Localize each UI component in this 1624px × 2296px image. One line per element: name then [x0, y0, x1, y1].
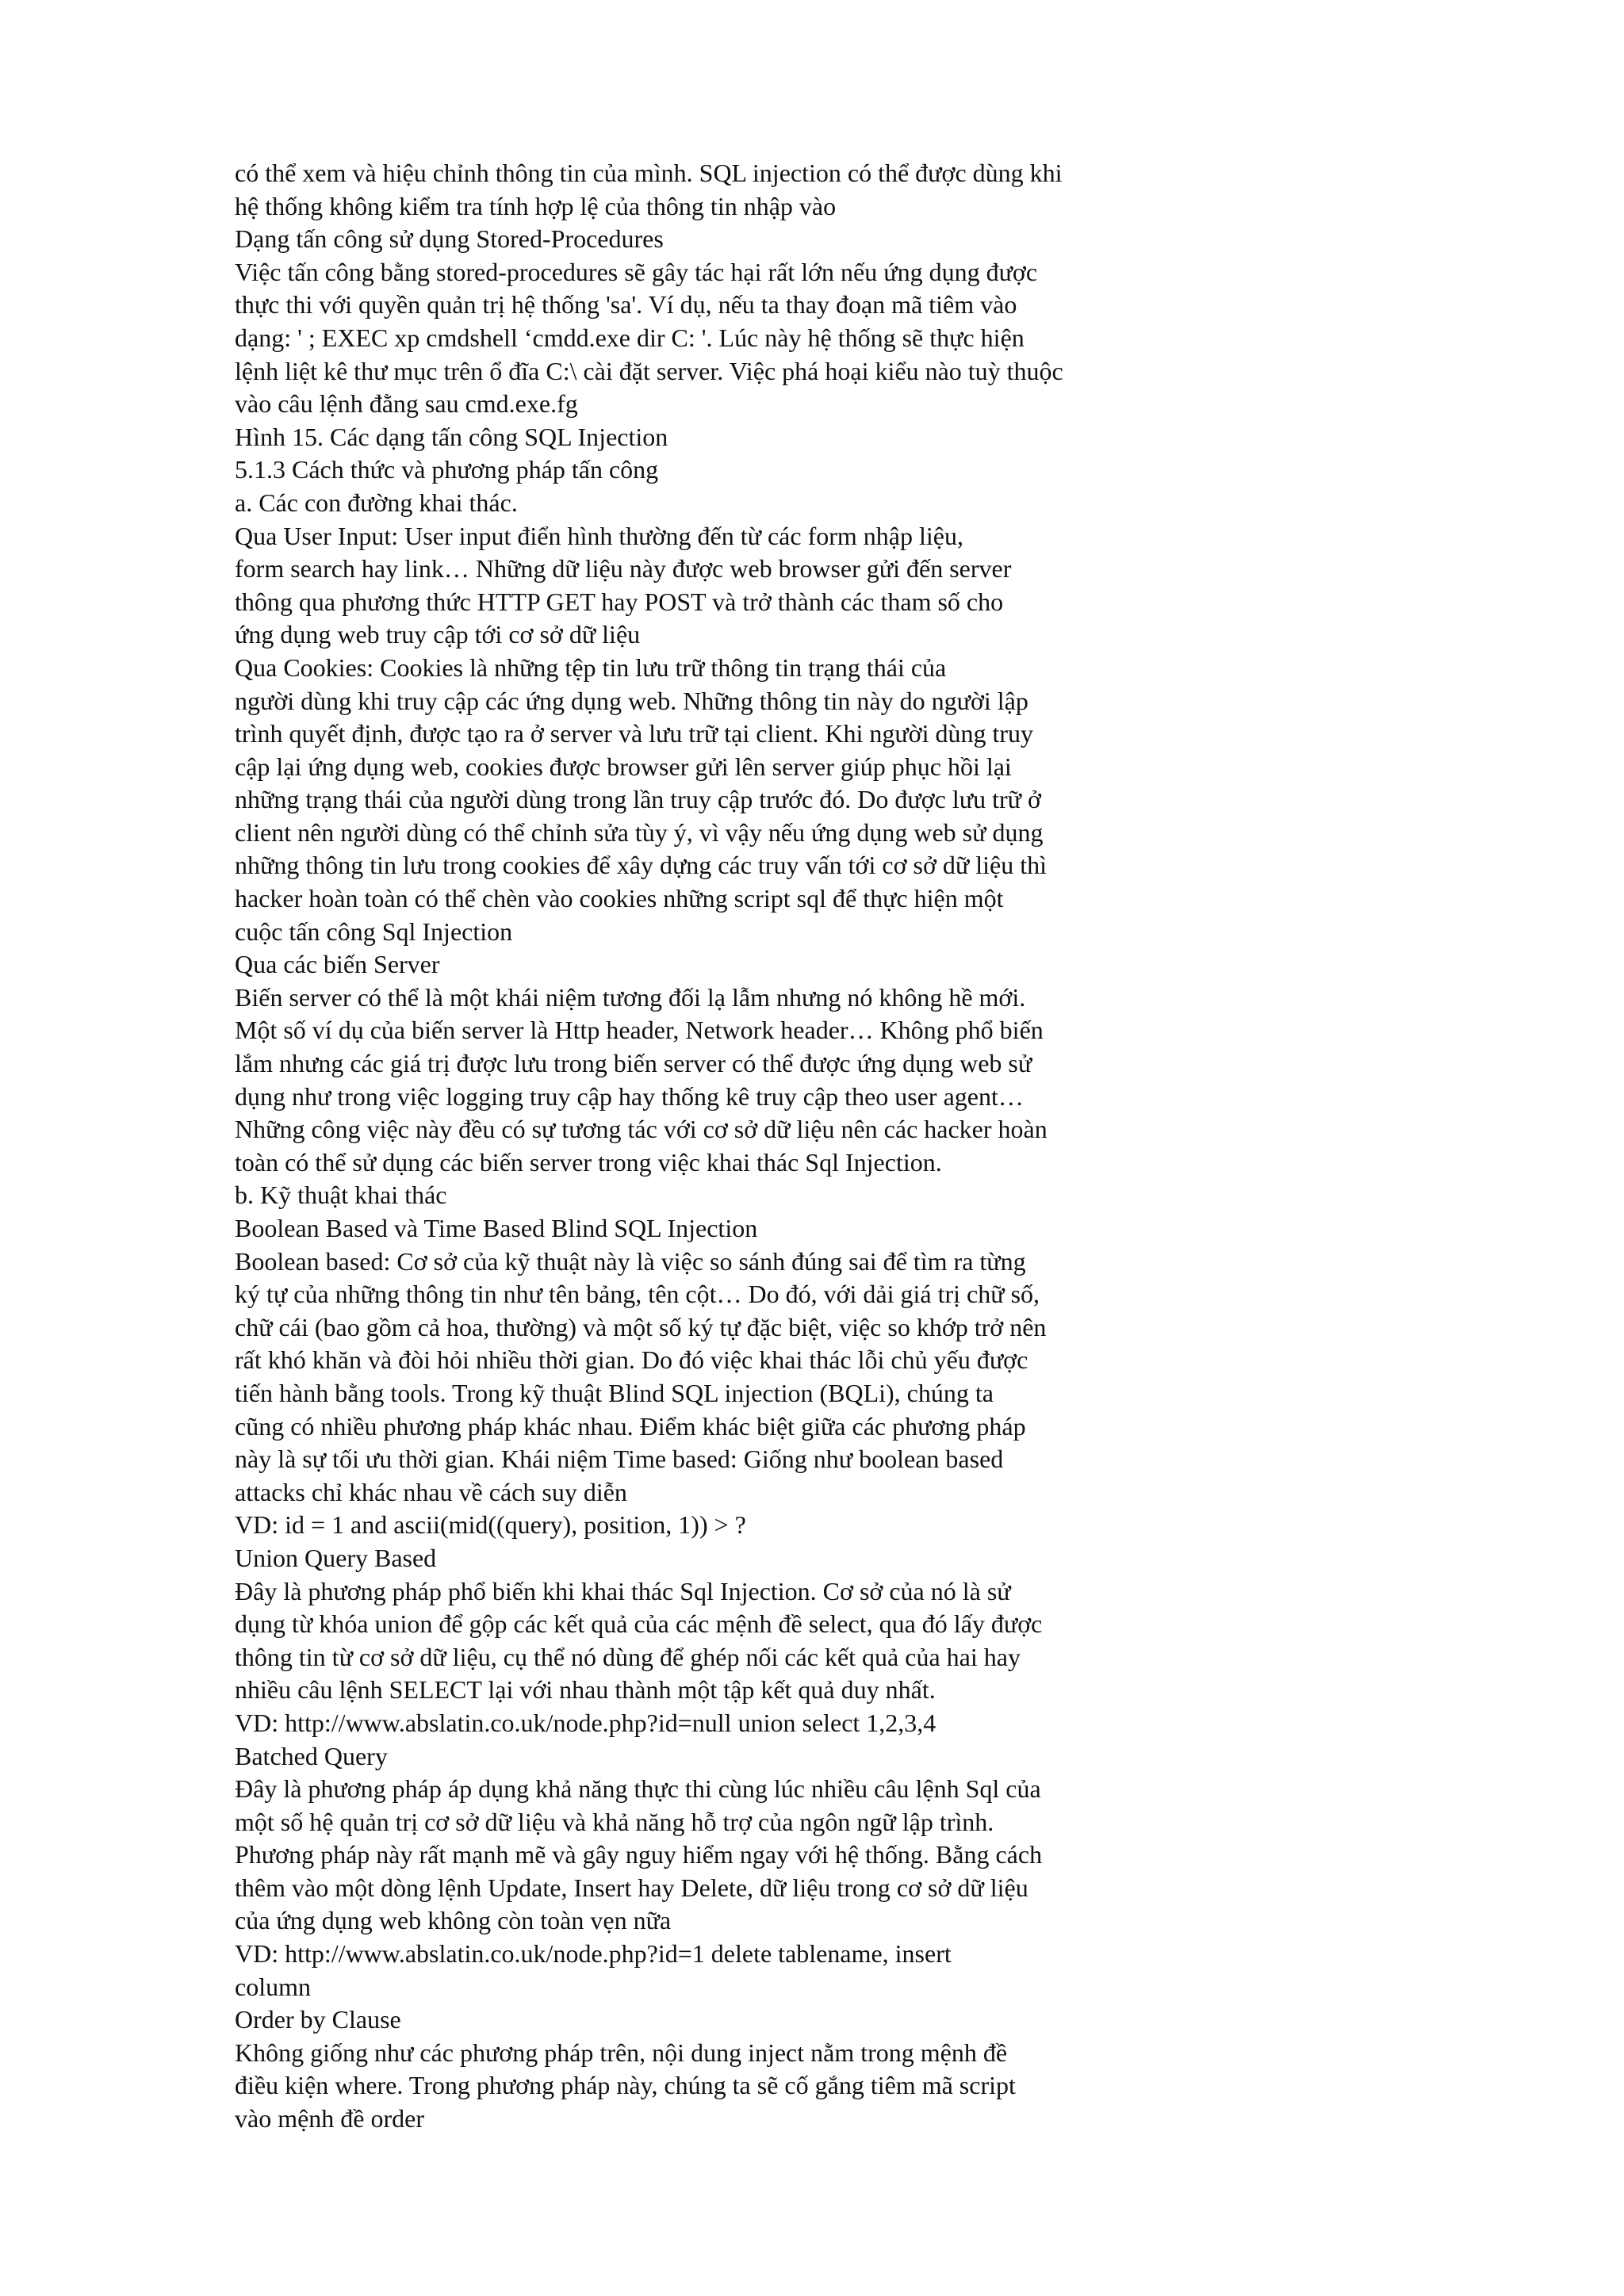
- text-line: Biến server có thể là một khái niệm tương đối lạ lẫm nhưng nó không hề mới.: [235, 982, 1026, 1012]
- text-line: những trạng thái của người dùng trong lần truy cập trước đó. Do được lưu trữ ở: [235, 785, 1041, 814]
- text-line: nhiều câu lệnh SELECT lại với nhau thành một tập kết quả duy nhất.: [235, 1675, 936, 1705]
- text-line: toàn có thể sử dụng các biến server trong việc khai thác Sql Injection.: [235, 1147, 942, 1177]
- text-line: Batched Query: [235, 1741, 388, 1770]
- text-line: Một số ví dụ của biến server là Http header, Network header… Không phổ biến: [235, 1016, 1044, 1045]
- text-line: Boolean based: Cơ sở của kỹ thuật này là việc so sánh đúng sai để tìm ra từng: [235, 1246, 1026, 1276]
- text-line: column: [235, 1972, 311, 2001]
- text-line: tiến hành bằng tools. Trong kỹ thuật Blind SQL injection (BQLi), chúng ta: [235, 1378, 994, 1407]
- text-line: Những công việc này đều có sự tương tác với cơ sở dữ liệu nên các hacker hoàn: [235, 1115, 1048, 1144]
- text-line: cuộc tấn công Sql Injection: [235, 916, 513, 946]
- text-line: của ứng dụng web không còn toàn vẹn nữa: [235, 1906, 672, 1935]
- text-line: Phương pháp này rất mạnh mẽ và gây nguy hiểm ngay với hệ thống. Bằng cách: [235, 1840, 1043, 1869]
- text-line: ký tự của những thông tin như tên bảng, tên cột… Do đó, với dải giá trị chữ số,: [235, 1280, 1040, 1309]
- text-line: VD: http://www.abslatin.co.uk/node.php?id=1 delete tablename, insert: [235, 1939, 952, 1969]
- text-line: client nên người dùng có thể chỉnh sửa tùy ý, vì vậy nếu ứng dụng web sử dụng: [235, 817, 1044, 847]
- text-line: này là sự tối ưu thời gian. Khái niệm Time based: Giống như boolean based: [235, 1445, 1004, 1474]
- text-line: hệ thống không kiểm tra tính hợp lệ của thông tin nhập vào: [235, 191, 837, 220]
- text-line: Hình 15. Các dạng tấn công SQL Injection: [235, 422, 668, 451]
- text-line: ứng dụng web truy cập tới cơ sở dữ liệu: [235, 620, 641, 649]
- text-line: điều kiện where. Trong phương pháp này, chúng ta sẽ cố gắng tiêm mã script: [235, 2071, 1016, 2100]
- text-line: vào câu lệnh đằng sau cmd.exe.fg: [235, 389, 578, 419]
- text-line: dụng như trong việc logging truy cập hay thống kê truy cập theo user agent…: [235, 1081, 1024, 1111]
- text-line: người dùng khi truy cập các ứng dụng web. Những thông tin này do người lập: [235, 686, 1028, 715]
- text-line: Qua các biến Server: [235, 950, 440, 979]
- text-line: cập lại ứng dụng web, cookies được browser gửi lên server giúp phục hồi lại: [235, 752, 1012, 781]
- text-line: thông tin từ cơ sở dữ liệu, cụ thể nó dùng để ghép nối các kết quả của hai hay: [235, 1642, 1021, 1671]
- text-line: Union Query Based: [235, 1543, 437, 1572]
- text-line: VD: http://www.abslatin.co.uk/node.php?id=null union select 1,2,3,4: [235, 1708, 936, 1737]
- text-line: rất khó khăn và đòi hỏi nhiều thời gian. Do đó việc khai thác lỗi chủ yếu được: [235, 1345, 1028, 1375]
- text-line: Qua Cookies: Cookies là những tệp tin lưu trữ thông tin trạng thái của: [235, 652, 947, 682]
- text-line: form search hay link… Những dữ liệu này được web browser gửi đến server: [235, 554, 1012, 584]
- text-line: cũng có nhiều phương pháp khác nhau. Điểm khác biệt giữa các phương pháp: [235, 1411, 1026, 1441]
- text-line: Qua User Input: User input điển hình thường đến từ các form nhập liệu,: [235, 521, 963, 550]
- text-line: vào mệnh đề order: [235, 2104, 425, 2133]
- text-line: attacks chỉ khác nhau về cách suy diễn: [235, 1477, 627, 1506]
- text-line: Đây là phương pháp áp dụng khả năng thực thi cùng lúc nhiều câu lệnh Sql của: [235, 1774, 1041, 1804]
- text-line: b. Kỹ thuật khai thác: [235, 1181, 447, 1210]
- text-line: lệnh liệt kê thư mục trên ổ đĩa C:\ cài đặt server. Việc phá hoại kiểu nào tuỳ thuộc: [235, 356, 1063, 385]
- text-line: trình quyết định, được tạo ra ở server và lưu trữ tại client. Khi người dùng truy: [235, 719, 1034, 748]
- text-line: Boolean Based và Time Based Blind SQL Injection: [235, 1214, 758, 1242]
- text-line: lắm nhưng các giá trị được lưu trong biến server có thể được ứng dụng web sử: [235, 1049, 1032, 1078]
- text-line: chữ cái (bao gồm cả hoa, thường) và một số ký tự đặc biệt, việc so khớp trở nên: [235, 1312, 1047, 1341]
- text-line: thực thi với quyền quản trị hệ thống 'sa'. Ví dụ, nếu ta thay đoạn mã tiêm vào: [235, 290, 1017, 320]
- body-text: [235, 157, 1226, 2136]
- text-line: thông qua phương thức HTTP GET hay POST và trở thành các tham số cho: [235, 587, 1004, 616]
- text-line: VD: id = 1 and ascii(mid((query), position, 1)) > ?: [235, 1510, 746, 1540]
- text-line: Dạng tấn công sử dụng Stored-Procedures: [235, 224, 664, 254]
- text-line: a. Các con đường khai thác.: [235, 488, 518, 517]
- text-line: những thông tin lưu trong cookies để xây dựng các truy vấn tới cơ sở dữ liệu thì: [235, 851, 1047, 880]
- text-line: có thể xem và hiệu chỉnh thông tin của mình. SQL injection có thể được dùng khi: [235, 159, 1063, 187]
- text-line: dụng từ khóa union để gộp các kết quả của các mệnh đề select, qua đó lấy được: [235, 1609, 1043, 1639]
- text-line: Việc tấn công bằng stored-procedures sẽ gây tác hại rất lớn nếu ứng dụng được: [235, 257, 1038, 286]
- text-line: Đây là phương pháp phổ biến khi khai thác Sql Injection. Cơ sở của nó là sử: [235, 1576, 1011, 1605]
- text-line: thêm vào một dòng lệnh Update, Insert hay Delete, dữ liệu trong cơ sở dữ liệu: [235, 1873, 1028, 1902]
- text-line: dạng: ' ; EXEC xp cmdshell ‘cmdd.exe dir C: '. Lúc này hệ thống sẽ thực hiện: [235, 323, 1025, 352]
- text-line: một số hệ quản trị cơ sở dữ liệu và khả năng hỗ trợ của ngôn ngữ lập trình.: [235, 1807, 994, 1836]
- text-line: 5.1.3 Cách thức và phương pháp tấn công: [235, 455, 659, 484]
- text-line: Không giống như các phương pháp trên, nội dung inject nằm trong mệnh đề: [235, 2038, 1008, 2067]
- text-line: Order by Clause: [235, 2005, 401, 2034]
- text-line: hacker hoàn toàn có thể chèn vào cookies những script sql để thực hiện một: [235, 884, 1004, 913]
